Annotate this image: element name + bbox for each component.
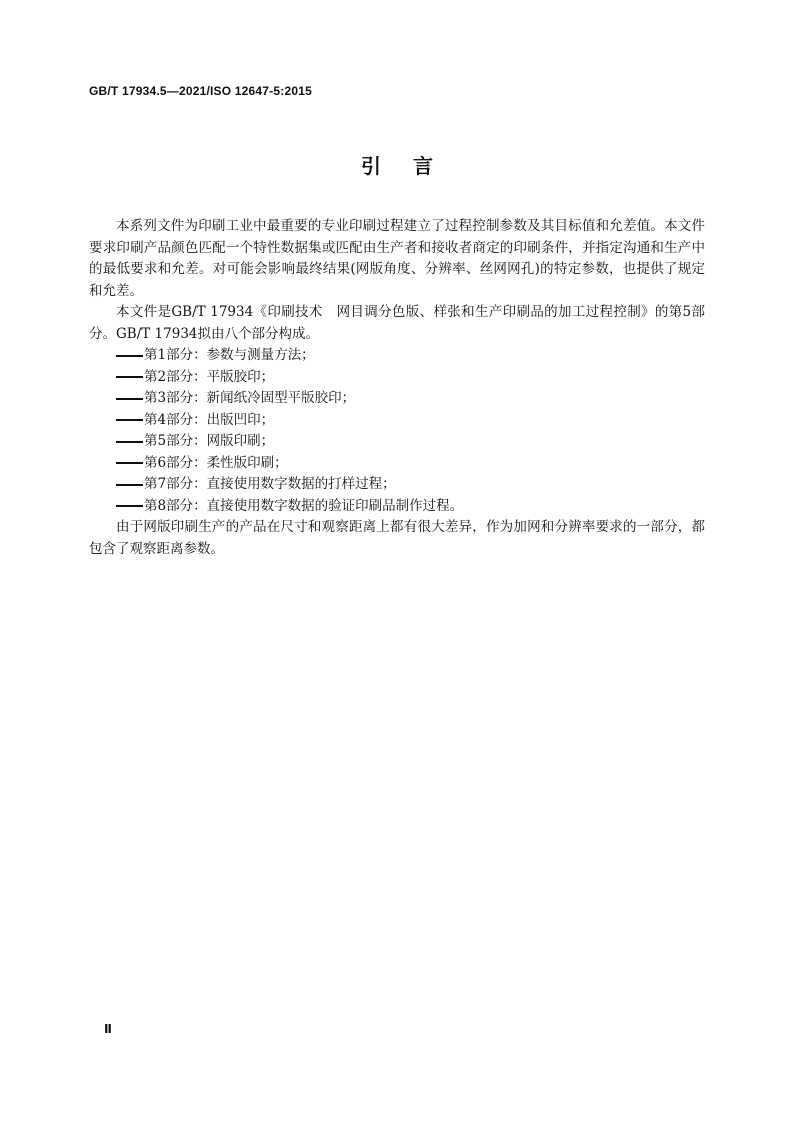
list-item: 第2部分：平版胶印； <box>89 367 705 389</box>
paragraph-intro: 本系列文件为印刷工业中最重要的专业印刷过程建立了过程控制参数及其目标值和允差值。本文件要求印刷产品颜色匹配一个特性数据集或匹配由生产者和接收者商定的印刷条件，并指定沟通和生产中的最低要求和允差。对可能会影响最终结果(网版角度、分辨率、丝网网孔)的特定参数，也提供了规定和允差。 <box>89 218 705 299</box>
paragraph-viewing-distance: 由于网版印刷生产的产品在尺寸和观察距离上都有很大差异，作为加网和分辨率要求的一部分，都包含了观察距离参数。 <box>89 519 705 557</box>
list-item: 第6部分：柔性版印刷； <box>89 453 705 475</box>
dash-mark <box>116 484 143 486</box>
paragraph-structure: 本文件是GB/T 17934《印刷技术 网目调分色版、样张和生产印刷品的加工过程控制》的第5部分。GB/T 17934拟由八个部分构成。 <box>89 304 705 342</box>
list-item: 第8部分：直接使用数字数据的验证印刷品制作过程。 <box>89 496 705 518</box>
list-item: 第7部分：直接使用数字数据的打样过程； <box>89 474 705 496</box>
dash-mark <box>116 419 143 421</box>
dash-mark <box>116 462 143 464</box>
dash-mark <box>116 355 143 357</box>
page-number: Ⅱ <box>104 1022 112 1036</box>
dash-mark <box>116 376 143 378</box>
dash-mark <box>116 398 143 400</box>
list-item: 第5部分：网版印刷； <box>89 431 705 453</box>
page-title: 引言 <box>361 154 465 178</box>
list-item: 第1部分：参数与测量方法； <box>89 345 705 367</box>
list-item: 第4部分：出版凹印； <box>89 410 705 432</box>
parts-list <box>89 345 705 517</box>
dash-mark <box>116 441 143 443</box>
list-item: 第3部分：新闻纸冷固型平版胶印； <box>89 388 705 410</box>
introduction-body <box>89 216 705 560</box>
document-code: GB/T 17934.5—2021/ISO 12647-5:2015 <box>89 84 312 98</box>
dash-mark <box>116 505 143 507</box>
